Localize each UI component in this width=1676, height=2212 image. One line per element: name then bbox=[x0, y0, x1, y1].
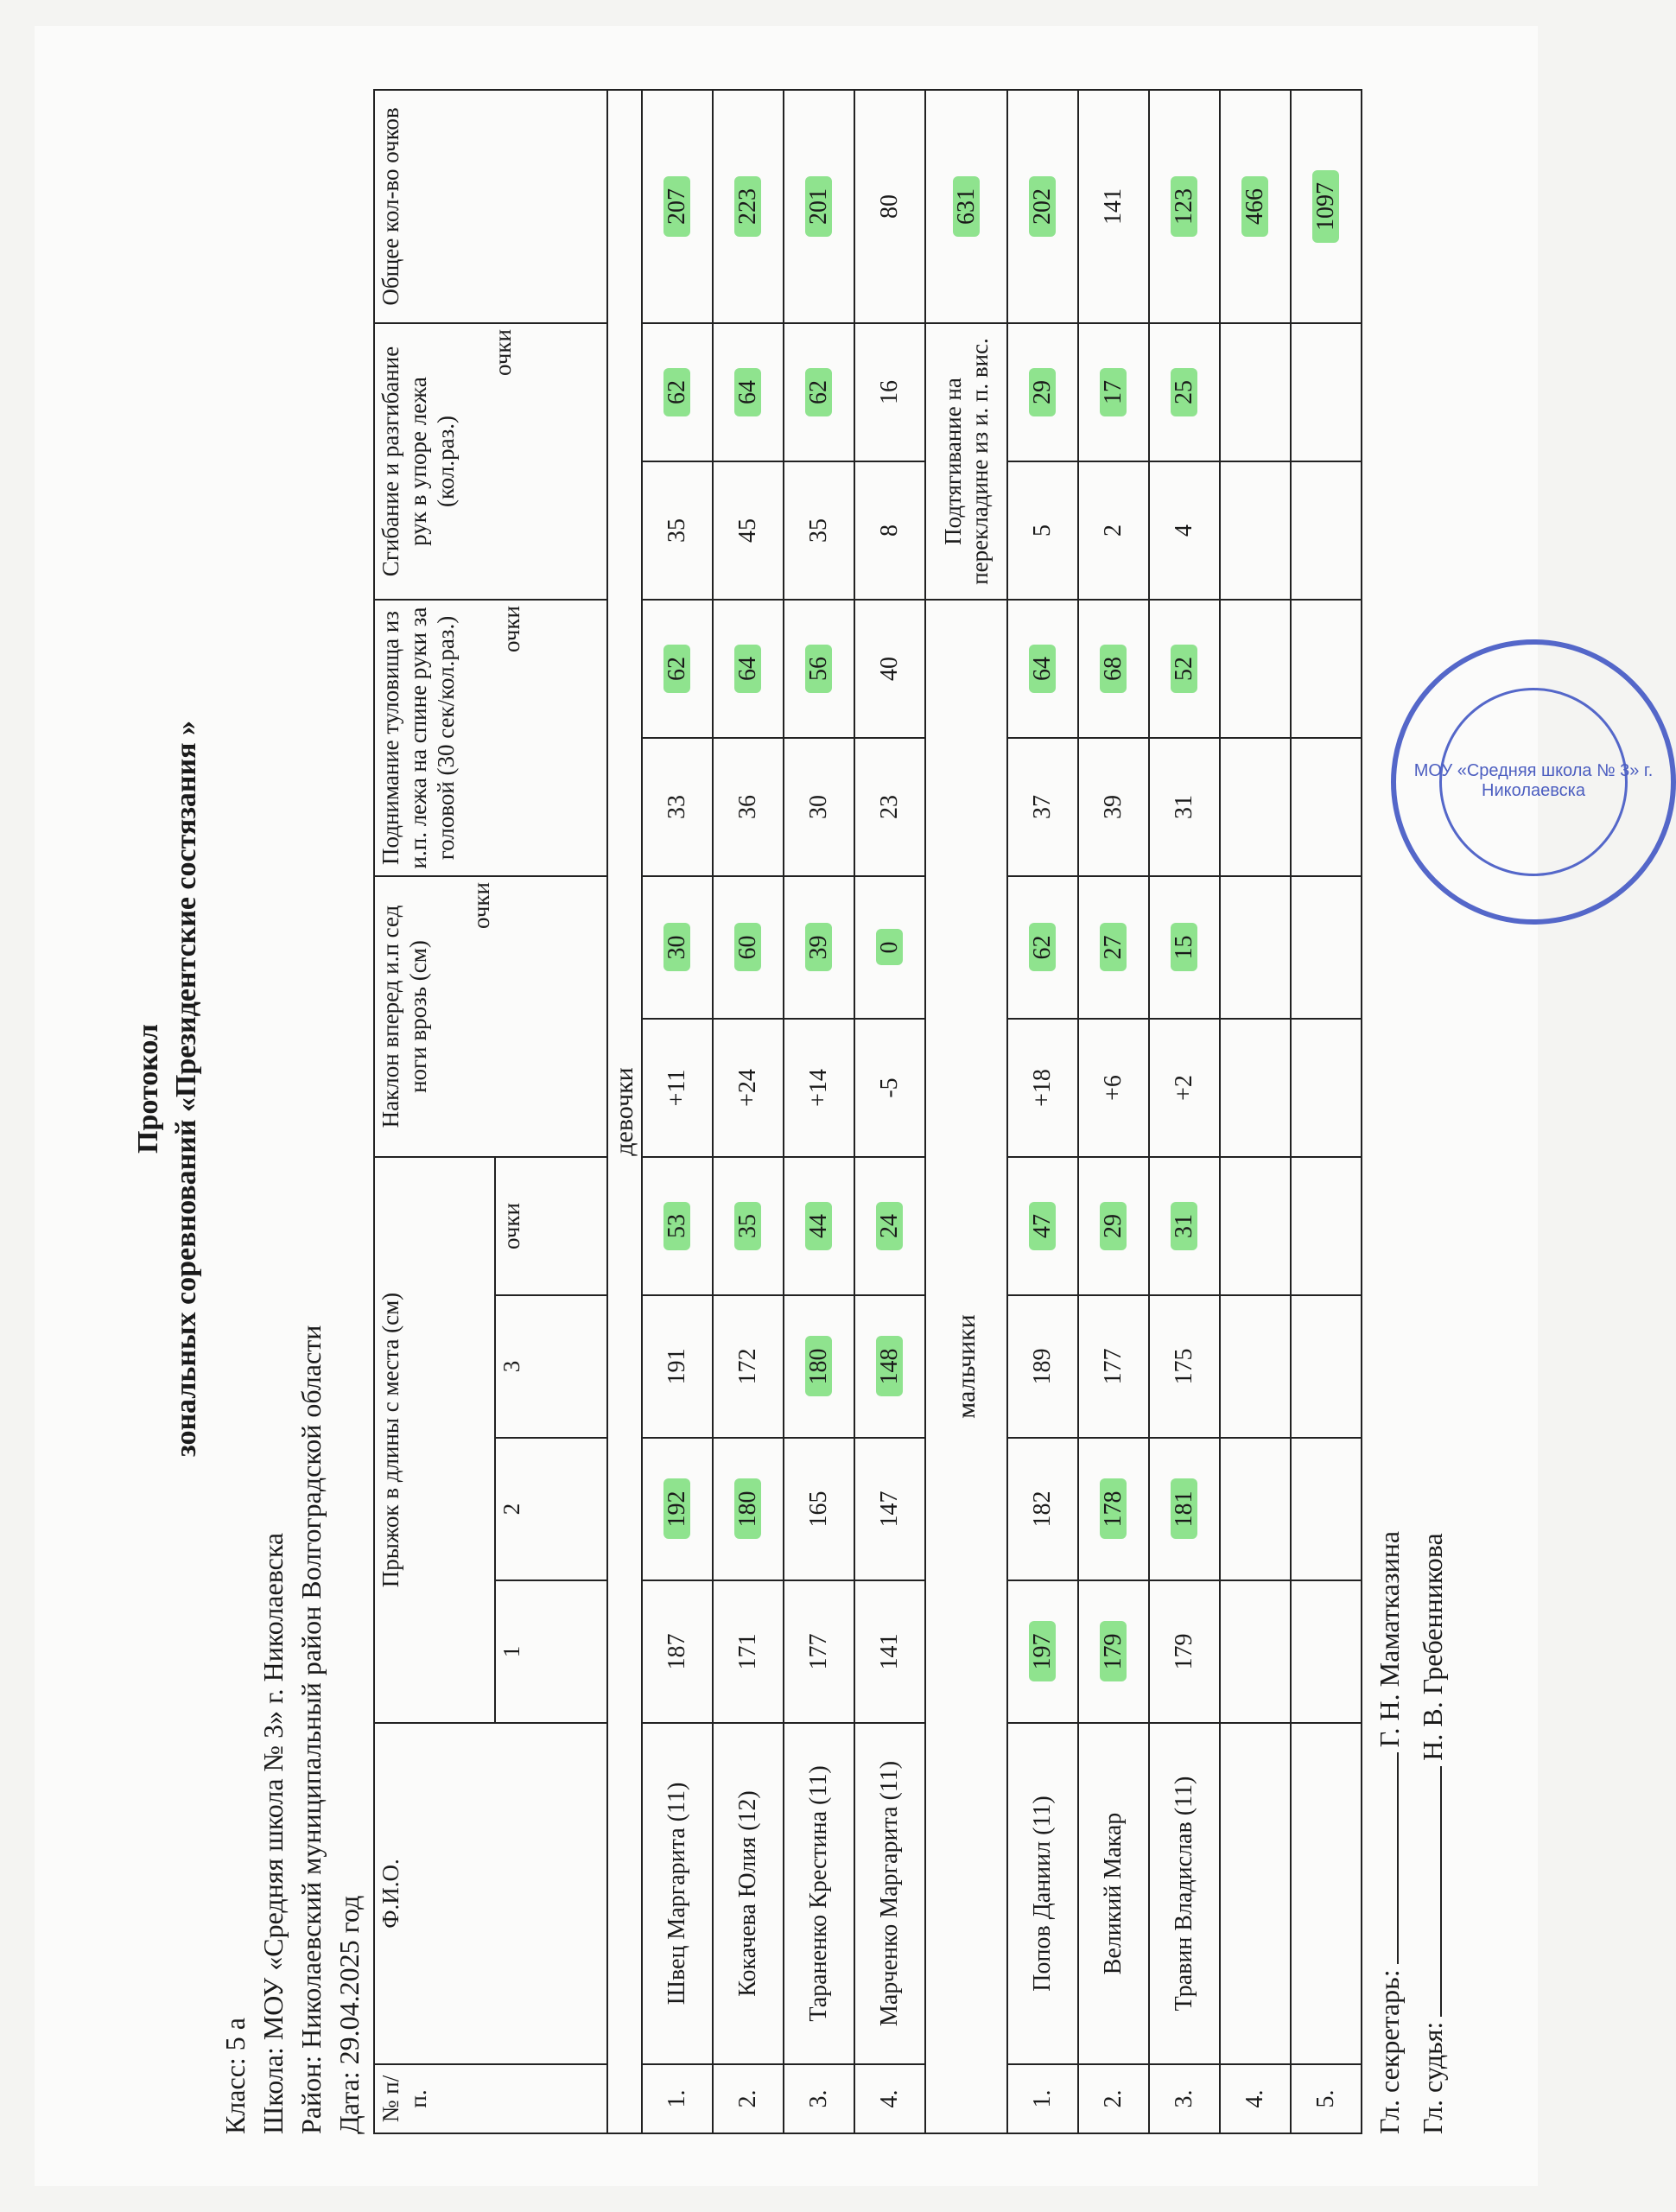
cell-jump-points bbox=[713, 1157, 784, 1295]
header-pushups-label: Сгибание и разгибание рук в упоре лежа (кол.раз.) bbox=[378, 346, 459, 577]
cell-name: Травин Владислав (11) bbox=[1149, 1723, 1220, 2064]
table-row bbox=[1007, 90, 1078, 2133]
highlight-mark: 25 bbox=[1171, 368, 1197, 416]
cell-pushups: 8 bbox=[854, 461, 925, 600]
cell-empty bbox=[1220, 1438, 1291, 1580]
cell-bend-points bbox=[1007, 876, 1078, 1019]
section-girls: девочки bbox=[607, 90, 642, 2133]
cell-pushups: 35 bbox=[642, 461, 713, 600]
highlight-mark: 64 bbox=[734, 645, 761, 693]
cell-empty bbox=[1220, 461, 1291, 600]
cell-empty bbox=[1220, 876, 1291, 1019]
table-row bbox=[713, 90, 784, 2133]
cell-pushups-points bbox=[1007, 323, 1078, 461]
judge-signature bbox=[1417, 1533, 1449, 2134]
signature-line bbox=[1440, 1766, 1442, 2017]
highlight-mark: 1097 bbox=[1312, 170, 1339, 243]
cell-jump-points bbox=[854, 1157, 925, 1295]
cell-situps-points: 40 bbox=[854, 600, 925, 738]
cell-situps-points bbox=[1078, 600, 1149, 738]
cell-empty bbox=[1220, 738, 1291, 876]
cell-bend: +6 bbox=[1078, 1019, 1149, 1157]
cell-bend-points bbox=[1078, 876, 1149, 1019]
cell-bend: +14 bbox=[784, 1019, 854, 1157]
highlight-mark: 192 bbox=[663, 1479, 690, 1540]
class-line: Класс: 5 а bbox=[219, 2017, 251, 2134]
header-situps-label: Поднимание туловища из и.п. лежа на спине руки за головой (30 сек/кол.раз.) bbox=[378, 607, 459, 869]
district-line: Район: Николаевский муниципальный район Волгоградской области bbox=[295, 1325, 327, 2134]
cell-pushups: 5 bbox=[1007, 461, 1078, 600]
highlight-mark: 178 bbox=[1100, 1479, 1127, 1540]
cell-name: Швец Маргарита (11) bbox=[642, 1723, 713, 2064]
cell-jump-3: 191 bbox=[642, 1295, 713, 1438]
cell-name: Попов Даниил (11) bbox=[1007, 1723, 1078, 2064]
table-row bbox=[642, 90, 713, 2133]
table-row bbox=[1291, 90, 1362, 2133]
cell-total bbox=[1149, 90, 1220, 323]
highlight-mark: 31 bbox=[1171, 1202, 1197, 1250]
highlight-mark: 631 bbox=[953, 176, 980, 237]
cell-bend: +11 bbox=[642, 1019, 713, 1157]
header-jump-1: 1 bbox=[495, 1580, 607, 1723]
rotated-document bbox=[130, 43, 1654, 2134]
highlight-mark: 202 bbox=[1029, 176, 1056, 237]
table-row bbox=[1078, 90, 1149, 2133]
cell-empty bbox=[1220, 1580, 1291, 1723]
cell-situps-points bbox=[713, 600, 784, 738]
header-name: Ф.И.О. bbox=[374, 1723, 607, 2064]
table-row bbox=[854, 90, 925, 2133]
cell-jump-3: 175 bbox=[1149, 1295, 1220, 1438]
cell-pushups-points: 16 bbox=[854, 323, 925, 461]
highlight-mark: 62 bbox=[805, 368, 832, 416]
cell-jump-2 bbox=[713, 1438, 784, 1580]
cell-total bbox=[642, 90, 713, 323]
judge-name: Н. В. Гребенникова bbox=[1417, 1533, 1448, 1761]
highlight-mark: 39 bbox=[805, 924, 832, 972]
cell-total: 80 bbox=[854, 90, 925, 323]
cell-total bbox=[713, 90, 784, 323]
cell-empty bbox=[1220, 600, 1291, 738]
cell-situps: 31 bbox=[1149, 738, 1220, 876]
cell-situps: 36 bbox=[713, 738, 784, 876]
highlight-mark: 35 bbox=[734, 1202, 761, 1250]
secretary-name: Г. Н. Маматказина bbox=[1374, 1530, 1405, 1748]
pullups-label: Подтягивание на перекладине из и. п. вис. bbox=[925, 323, 1007, 600]
highlight-mark: 123 bbox=[1171, 176, 1197, 237]
cell-total bbox=[784, 90, 854, 323]
cell-pushups-points bbox=[642, 323, 713, 461]
cell-empty bbox=[1291, 461, 1362, 600]
boys-total bbox=[1220, 90, 1291, 323]
cell-situps: 30 bbox=[784, 738, 854, 876]
cell-num: 3. bbox=[1149, 2064, 1220, 2133]
highlight-mark: 30 bbox=[663, 924, 690, 972]
cell-empty bbox=[1291, 1295, 1362, 1438]
cell-jump-points bbox=[1149, 1157, 1220, 1295]
cell-jump-3: 172 bbox=[713, 1295, 784, 1438]
highlight-mark: 181 bbox=[1171, 1479, 1197, 1540]
cell-situps: 39 bbox=[1078, 738, 1149, 876]
cell-empty bbox=[1220, 1295, 1291, 1438]
header-bend-points: очки bbox=[468, 882, 494, 929]
header-situps-points: очки bbox=[498, 606, 524, 652]
highlight-mark: 148 bbox=[876, 1337, 903, 1397]
highlight-mark: 29 bbox=[1100, 1202, 1127, 1250]
cell-empty bbox=[1291, 1723, 1362, 2064]
cell-situps: 23 bbox=[854, 738, 925, 876]
cell-jump-points bbox=[1007, 1157, 1078, 1295]
highlight-mark: 15 bbox=[1171, 924, 1197, 972]
cell-jump-points bbox=[784, 1157, 854, 1295]
cell-num: 1. bbox=[642, 2064, 713, 2133]
cell-pushups: 2 bbox=[1078, 461, 1149, 600]
highlight-mark: 17 bbox=[1100, 368, 1127, 416]
signature-line bbox=[1397, 1752, 1399, 1964]
highlight-mark: 201 bbox=[805, 176, 832, 237]
results-table bbox=[373, 89, 1362, 2134]
header-bend-label: Наклон вперед и.п сед ноги врозь (см) bbox=[378, 905, 431, 1128]
cell-bend: -5 bbox=[854, 1019, 925, 1157]
cell-empty bbox=[1291, 600, 1362, 738]
cell-situps: 37 bbox=[1007, 738, 1078, 876]
highlight-mark: 60 bbox=[734, 924, 761, 972]
header-jump: Прыжок в длины с места (см) bbox=[374, 1157, 495, 1723]
cell-num: 2. bbox=[1078, 2064, 1149, 2133]
cell-situps-points bbox=[642, 600, 713, 738]
highlight-mark: 52 bbox=[1171, 645, 1197, 693]
highlight-mark: 53 bbox=[663, 1202, 690, 1250]
header-pushups-points: очки bbox=[490, 329, 516, 376]
girls-total bbox=[925, 90, 1007, 323]
cell-jump-points bbox=[1078, 1157, 1149, 1295]
cell-empty bbox=[1291, 323, 1362, 461]
cell-num: 2. bbox=[713, 2064, 784, 2133]
cell-empty bbox=[1291, 1019, 1362, 1157]
highlight-mark: 56 bbox=[805, 645, 832, 693]
cell-bend-points bbox=[713, 876, 784, 1019]
cell-jump-2: 147 bbox=[854, 1438, 925, 1580]
highlight-mark: 207 bbox=[663, 176, 690, 237]
cell-jump-2: 182 bbox=[1007, 1438, 1078, 1580]
highlight-mark: 64 bbox=[734, 368, 761, 416]
cell-bend-points bbox=[784, 876, 854, 1019]
header-jump-2: 2 bbox=[495, 1438, 607, 1580]
highlight-mark: 197 bbox=[1029, 1622, 1056, 1682]
cell-pushups-points bbox=[784, 323, 854, 461]
cell-pushups-points bbox=[1149, 323, 1220, 461]
header-bend bbox=[374, 876, 607, 1157]
cell-empty bbox=[1220, 1157, 1291, 1295]
document-meta bbox=[216, 1325, 368, 2134]
highlight-mark: 223 bbox=[734, 176, 761, 237]
highlight-mark: 180 bbox=[805, 1337, 832, 1397]
cell-empty bbox=[1291, 1580, 1362, 1723]
highlight-mark: 179 bbox=[1100, 1622, 1127, 1682]
cell-empty bbox=[1291, 876, 1362, 1019]
cell-jump-3 bbox=[784, 1295, 854, 1438]
cell-total: 141 bbox=[1078, 90, 1149, 323]
cell-bend: +24 bbox=[713, 1019, 784, 1157]
header-jump-points: очки bbox=[495, 1157, 607, 1295]
header-jump-3: 3 bbox=[495, 1295, 607, 1438]
date-line: Дата: 29.04.2025 год bbox=[333, 1895, 365, 2134]
highlight-mark: 24 bbox=[876, 1202, 903, 1250]
cell-jump-2 bbox=[1078, 1438, 1149, 1580]
cell-jump-2 bbox=[642, 1438, 713, 1580]
cell-pushups-points bbox=[1078, 323, 1149, 461]
cell-situps-points bbox=[1007, 600, 1078, 738]
cell-empty bbox=[1220, 1019, 1291, 1157]
cell-situps: 33 bbox=[642, 738, 713, 876]
title-line-1: Протокол bbox=[132, 1024, 164, 1154]
cell-bend: +2 bbox=[1149, 1019, 1220, 1157]
cell-jump-2 bbox=[1149, 1438, 1220, 1580]
cell-empty bbox=[1291, 1157, 1362, 1295]
highlight-mark: 0 bbox=[876, 930, 903, 966]
highlight-mark: 62 bbox=[1029, 924, 1056, 972]
highlight-mark: 466 bbox=[1241, 176, 1268, 237]
cell-name: Тараненко Крестина (11) bbox=[784, 1723, 854, 2064]
header-pushups bbox=[374, 323, 607, 600]
cell-num: 1. bbox=[1007, 2064, 1078, 2133]
header-situps bbox=[374, 600, 607, 876]
cell-num: 4. bbox=[1220, 2064, 1291, 2133]
cell-jump-2: 165 bbox=[784, 1438, 854, 1580]
cell-jump-3: 189 bbox=[1007, 1295, 1078, 1438]
table-row bbox=[784, 90, 854, 2133]
highlight-mark: 47 bbox=[1029, 1202, 1056, 1250]
cell-total bbox=[1007, 90, 1078, 323]
cell-pushups: 4 bbox=[1149, 461, 1220, 600]
cell-jump-3: 177 bbox=[1078, 1295, 1149, 1438]
cell-bend-points bbox=[854, 876, 925, 1019]
judge-label: Гл. судья: bbox=[1417, 2021, 1448, 2134]
highlight-mark: 27 bbox=[1100, 924, 1127, 972]
cell-empty bbox=[1220, 1723, 1291, 2064]
section-boys: мальчики bbox=[925, 600, 1007, 2133]
cell-jump-points bbox=[642, 1157, 713, 1295]
highlight-mark: 68 bbox=[1100, 645, 1127, 693]
highlight-mark: 64 bbox=[1029, 645, 1056, 693]
header-total: Общее кол-во очков bbox=[374, 90, 607, 323]
highlight-mark: 44 bbox=[805, 1202, 832, 1250]
secretary-signature bbox=[1374, 1531, 1406, 2134]
grand-total bbox=[1291, 90, 1362, 323]
highlight-mark: 180 bbox=[734, 1479, 761, 1540]
cell-jump-3 bbox=[854, 1295, 925, 1438]
cell-empty bbox=[1291, 1438, 1362, 1580]
cell-situps-points bbox=[1149, 600, 1220, 738]
cell-pushups-points bbox=[713, 323, 784, 461]
seal-text bbox=[1396, 761, 1671, 801]
cell-bend-points bbox=[642, 876, 713, 1019]
table-row bbox=[1149, 90, 1220, 2133]
highlight-mark: 29 bbox=[1029, 368, 1056, 416]
cell-jump-1: 187 bbox=[642, 1580, 713, 1723]
cell-jump-1: 179 bbox=[1149, 1580, 1220, 1723]
cell-jump-1: 141 bbox=[854, 1580, 925, 1723]
secretary-label: Гл. секретарь: bbox=[1374, 1969, 1405, 2134]
cell-pushups: 35 bbox=[784, 461, 854, 600]
cell-name: Марченко Маргарита (11) bbox=[854, 1723, 925, 2064]
cell-bend-points bbox=[1149, 876, 1220, 1019]
cell-num: 5. bbox=[1291, 2064, 1362, 2133]
school-seal bbox=[1391, 639, 1676, 925]
cell-jump-1 bbox=[1007, 1580, 1078, 1723]
cell-num: 4. bbox=[854, 2064, 925, 2133]
header-num: № п/п. bbox=[374, 2064, 607, 2133]
title-line-2: зональных соревнований «Президентские состязания » bbox=[170, 721, 202, 1457]
cell-name: Кокачева Юлия (12) bbox=[713, 1723, 784, 2064]
cell-pushups: 45 bbox=[713, 461, 784, 600]
cell-empty bbox=[1220, 323, 1291, 461]
cell-jump-1 bbox=[1078, 1580, 1149, 1723]
cell-name: Великий Макар bbox=[1078, 1723, 1149, 2064]
school-line: Школа: МОУ «Средняя школа № 3» г. Николаевска bbox=[257, 1532, 289, 2134]
cell-situps-points bbox=[784, 600, 854, 738]
cell-jump-1: 171 bbox=[713, 1580, 784, 1723]
cell-bend: +18 bbox=[1007, 1019, 1078, 1157]
cell-jump-1: 177 bbox=[784, 1580, 854, 1723]
seal-label: МОУ «Средняя школа № 3» г. Николаевска bbox=[1413, 761, 1654, 800]
document-title bbox=[130, 43, 206, 2134]
highlight-mark: 62 bbox=[663, 368, 690, 416]
highlight-mark: 62 bbox=[663, 645, 690, 693]
table-row bbox=[1220, 90, 1291, 2133]
cell-empty bbox=[1291, 738, 1362, 876]
cell-num: 3. bbox=[784, 2064, 854, 2133]
